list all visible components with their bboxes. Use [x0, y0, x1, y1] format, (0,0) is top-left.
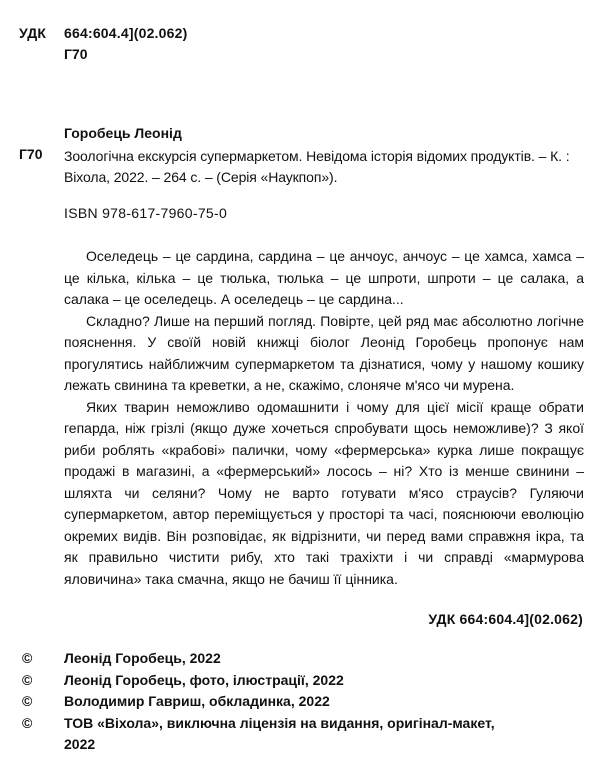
- annotation-paragraph-3: Яких тварин неможливо одомашнити і чому для цієї місії краще обрати гепарда, ніж грізлі (якщо дуже хочеться спробувати щось неможливе)? З якої риби роблять «крабові» палички, чому «фермерська» курка лише покращує продажі в магазині, а «фермерський» лосось – ні? Хто із менше свинини – шляхта чи селяни? Чому не варто готувати м'ясо страусів? Гуляючи супермаркетом, автор переміщується у просторі та часі, пояснюючи еволюцію окремих видів. Він розповідає, як відрізнити, чи перед вами справжня ікра, та як правильно чистити рибу, хто такі трахіхти і чи справді «мармурова яловичина» така смачна, якщо не бачиш її цінника.: [64, 398, 584, 587]
- copyright-symbol: ©: [22, 714, 33, 731]
- author-name: Горобець Леонід: [64, 125, 182, 141]
- udc-label: УДК: [19, 25, 47, 41]
- copyright-list: [22, 648, 522, 756]
- author-code-top: Г70: [64, 46, 88, 62]
- copyright-text: Леонід Горобець, 2022: [64, 650, 221, 666]
- udc-bottom: УДК 664:604.4](02.062): [428, 611, 583, 627]
- copyright-line: [22, 713, 522, 756]
- copyright-line: [22, 670, 522, 692]
- copyright-symbol: ©: [22, 671, 33, 688]
- isbn: ISBN 978-617-7960-75-0: [64, 205, 228, 221]
- author-code-left: Г70: [19, 146, 43, 162]
- copyright-line: [22, 691, 522, 713]
- bibliographic-description: Зоологічна екскурсія супермаркетом. Невідома історія відомих продуктів. – К. : Віхола, 2022. – 264 с. – (Серія «Наукпоп»).: [64, 148, 570, 185]
- copyright-text: Леонід Горобець, фото, ілюстрації, 2022: [64, 671, 344, 688]
- copyright-text: Володимир Гавриш, обкладинка, 2022: [64, 693, 330, 709]
- copyright-symbol: ©: [22, 650, 33, 666]
- annotation-paragraph-1: Оселедець – це сардина, сардина – це анчоус, анчоус – це хамса, хамса – це кілька, кілька – це тюлька, тюлька – це шпроти, шпроти – це салака, а салака – це оселедець. А оселедець – це сардина...: [64, 248, 584, 307]
- annotation-paragraph-2: Складно? Лише на перший погляд. Повірте, цей ряд має абсолютно логічне пояснення. У своїй новій книжці біолог Леонід Горобець пропонує нам прогулятись найближчим супермаркетом та дізнатися, чому у нашому кошику лежать свинина та креветки, а не, скажімо, слоняче м'ясо чи мурена.: [64, 312, 584, 393]
- copyright-symbol: ©: [22, 693, 33, 709]
- udc-header: [19, 25, 187, 41]
- copyright-line: [22, 648, 522, 670]
- udc-code: 664:604.4](02.062): [64, 25, 188, 41]
- annotation: [64, 246, 584, 590]
- copyright-text: ТОВ «Віхола», виключна ліцензія на видання, оригінал-макет, 2022: [64, 714, 495, 752]
